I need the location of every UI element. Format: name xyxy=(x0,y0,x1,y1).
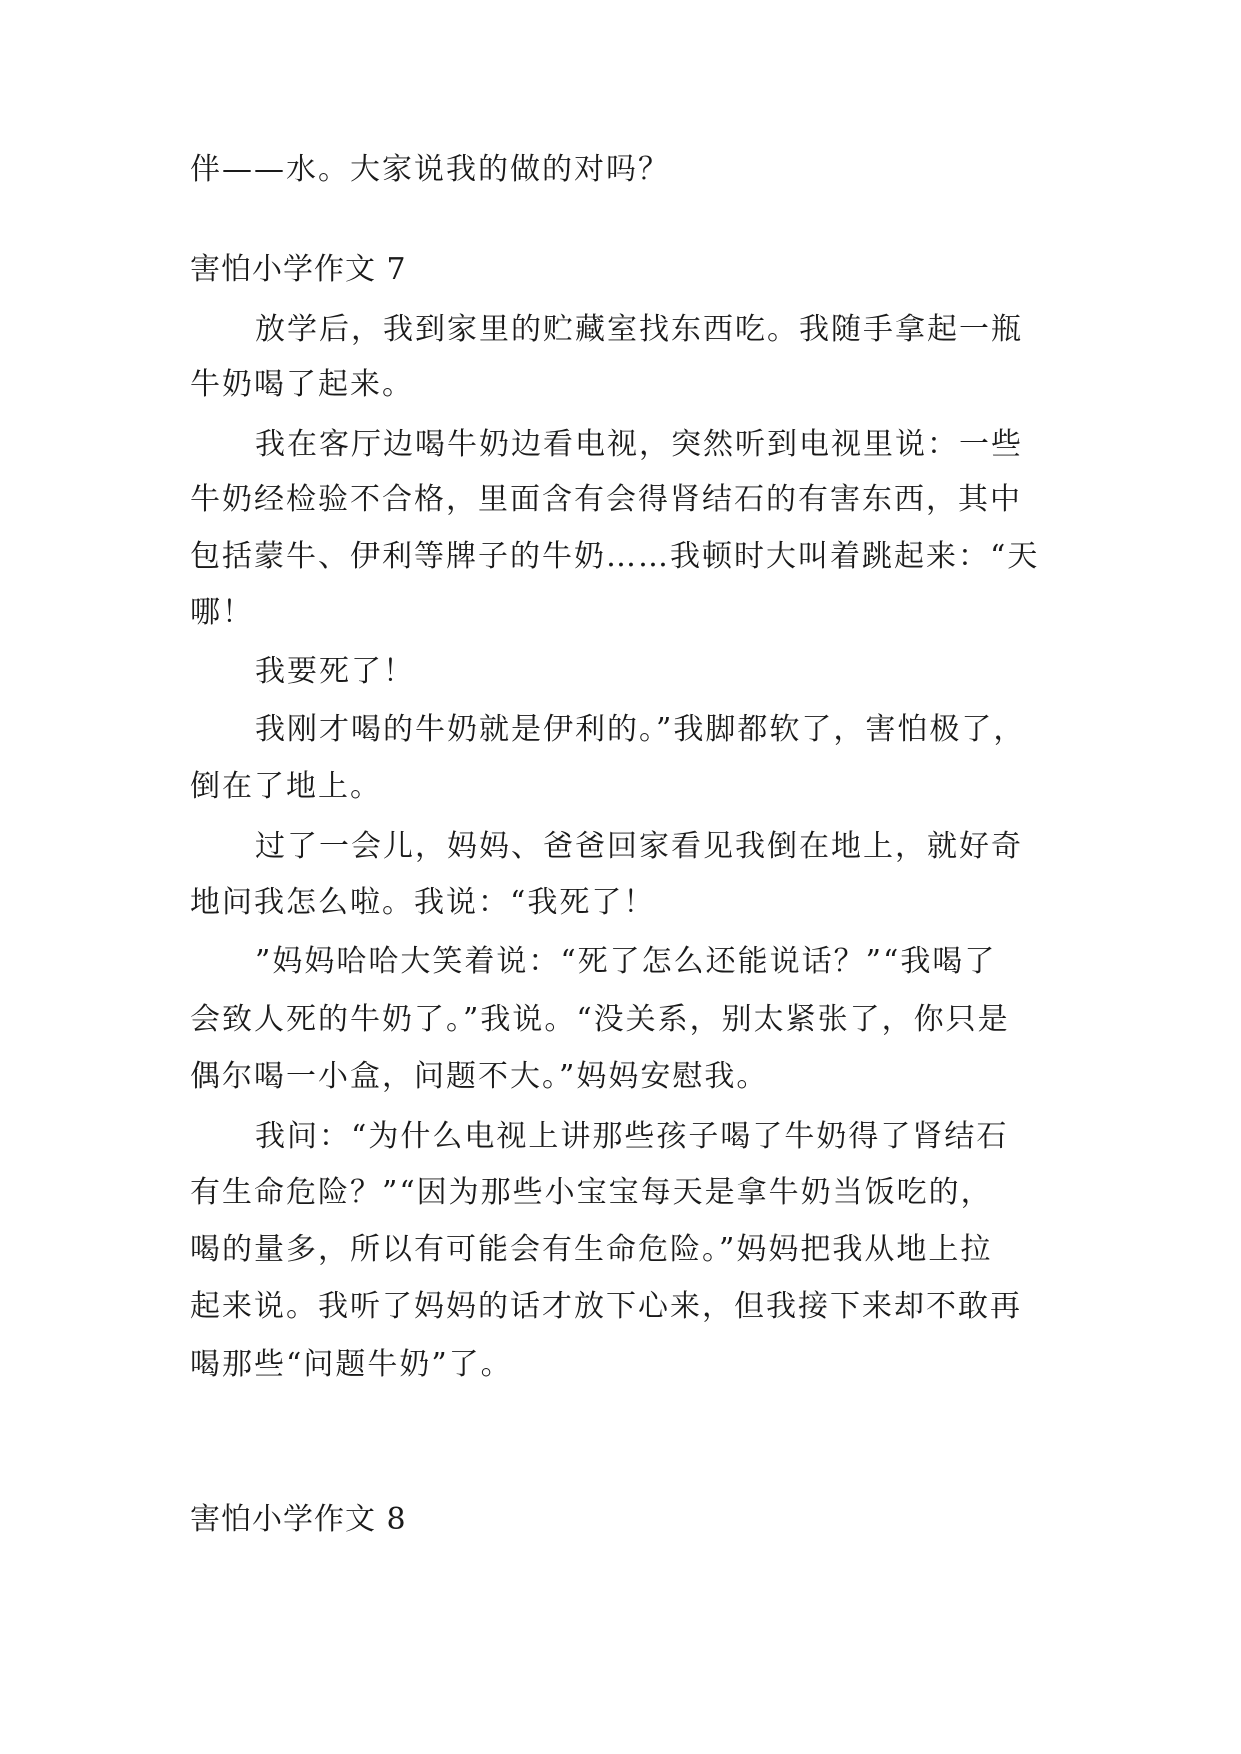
paragraph-line: 有生命危险？”“因为那些小宝宝每天是拿牛奶当饭吃的， xyxy=(190,1175,993,1210)
paragraph-line: ”妈妈哈哈大笑着说：“死了怎么还能说话？”“我喝了 xyxy=(255,944,997,979)
paragraph-line: 偶尔喝一小盒，问题不大。”妈妈安慰我。 xyxy=(190,1059,769,1094)
section-7-heading: 害怕小学作文 7 xyxy=(190,252,407,287)
continuation-line: 伴——水。大家说我的做的对吗？ xyxy=(190,152,670,187)
paragraph-line: 包括蒙牛、伊利等牌子的牛奶……我顿时大叫着跳起来：“天 xyxy=(190,539,1040,574)
paragraph-line: 牛奶经检验不合格，里面含有会得肾结石的有害东西，其中 xyxy=(190,482,1022,517)
paragraph-line: 放学后，我到家里的贮藏室找东西吃。我随手拿起一瓶 xyxy=(255,312,1023,347)
paragraph-line: 过了一会儿，妈妈、爸爸回家看见我倒在地上，就好奇 xyxy=(255,829,1023,864)
paragraph-line: 喝那些“问题牛奶”了。 xyxy=(190,1347,513,1382)
paragraph-line: 牛奶喝了起来。 xyxy=(190,367,414,402)
paragraph-line: 我刚才喝的牛奶就是伊利的。”我脚都软了，害怕极了， xyxy=(255,712,1026,747)
paragraph-line: 喝的量多，所以有可能会有生命危险。”妈妈把我从地上拉 xyxy=(190,1232,993,1267)
paragraph-line: 起来说。我听了妈妈的话才放下心来，但我接下来却不敢再 xyxy=(190,1289,1022,1324)
paragraph-line: 地问我怎么啦。我说：“我死了！ xyxy=(190,885,656,920)
paragraph-line: 会致人死的牛奶了。”我说。“没关系，别太紧张了，你只是 xyxy=(190,1002,1010,1037)
paragraph-line: 倒在了地上。 xyxy=(190,769,382,804)
section-8-heading: 害怕小学作文 8 xyxy=(190,1502,407,1537)
paragraph-line: 我在客厅边喝牛奶边看电视，突然听到电视里说：一些 xyxy=(255,427,1023,462)
paragraph-line: 我问：“为什么电视上讲那些孩子喝了牛奶得了肾结石 xyxy=(255,1119,1009,1154)
paragraph-line: 哪！ xyxy=(190,595,254,630)
paragraph-line: 我要死了！ xyxy=(255,654,415,689)
